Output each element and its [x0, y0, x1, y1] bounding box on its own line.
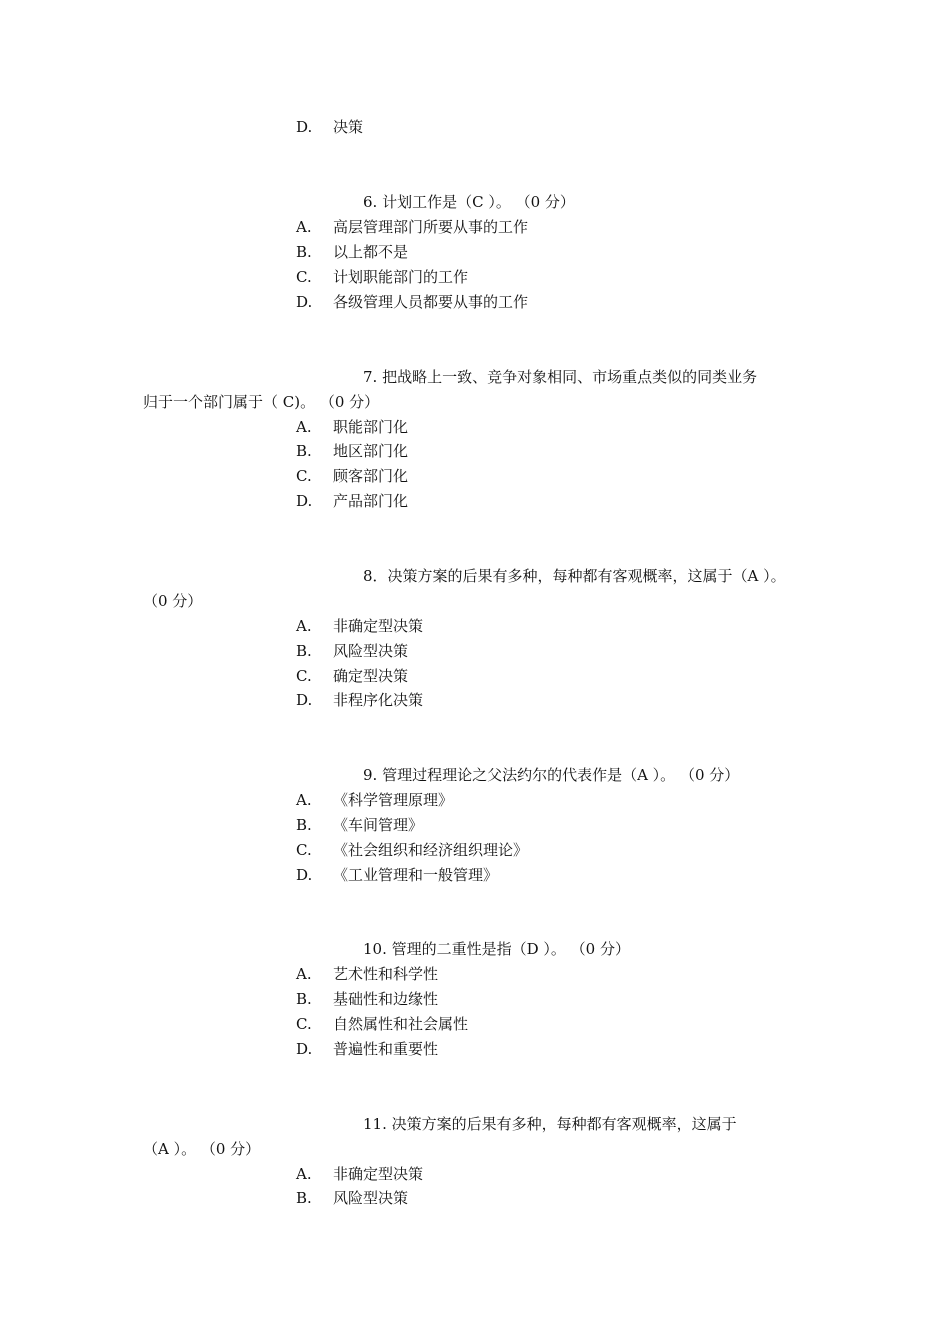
option-text: 顾客部门化: [333, 467, 409, 485]
option-letter: D.: [296, 1040, 313, 1058]
question-stem: 6. 计划工作是（C ）。 （0 分）: [363, 193, 575, 211]
option-letter: B.: [296, 442, 312, 460]
question-stem: 10. 管理的二重性是指（D ）。 （0 分）: [363, 940, 630, 958]
option-text: 《社会组织和经济组织理论》: [333, 841, 529, 859]
option-letter: B.: [296, 1189, 312, 1207]
option-text: 计划职能部门的工作: [333, 268, 469, 286]
option-text: 《工业管理和一般管理》: [333, 866, 499, 884]
option-letter: C.: [296, 467, 312, 485]
option-text: 确定型决策: [333, 667, 409, 685]
option-letter: B.: [296, 816, 312, 834]
option-text: 非程序化决策: [333, 691, 424, 709]
option-letter: D.: [296, 293, 313, 311]
option-text: 艺术性和科学性: [333, 965, 439, 983]
option-letter: C.: [296, 1015, 312, 1033]
option-text: 基础性和边缘性: [333, 990, 439, 1008]
option-letter: A.: [296, 791, 312, 809]
option-letter: D.: [296, 691, 313, 709]
option-text: 非确定型决策: [333, 617, 424, 635]
option-text: 自然属性和社会属性: [333, 1015, 469, 1033]
option-text: 非确定型决策: [333, 1165, 424, 1183]
option-letter: D.: [296, 866, 313, 884]
question-stem-continuation: 归于一个部门属于（ C)。 （0 分）: [143, 393, 380, 411]
question-stem: 11. 决策方案的后果有多种，每种都有客观概率，这属于: [363, 1115, 737, 1133]
option-text: 以上都不是: [333, 243, 409, 261]
option-text: 风险型决策: [333, 1189, 409, 1207]
option-text: 地区部门化: [333, 442, 409, 460]
option-text: 《科学管理原理》: [333, 791, 454, 809]
question-stem-continuation: （A ）。 （0 分）: [143, 1140, 261, 1158]
option-text: 职能部门化: [333, 418, 409, 436]
option-text: 各级管理人员都要从事的工作: [333, 293, 529, 311]
option-letter: A.: [296, 617, 312, 635]
option-letter: C.: [296, 667, 312, 685]
option-letter: B.: [296, 642, 312, 660]
option-text: 风险型决策: [333, 642, 409, 660]
option-letter: D.: [296, 118, 313, 136]
option-letter: A.: [296, 218, 312, 236]
option-letter: C.: [296, 268, 312, 286]
option-text: 高层管理部门所要从事的工作: [333, 218, 529, 236]
option-letter: B.: [296, 990, 312, 1008]
question-stem: 9. 管理过程理论之父法约尔的代表作是（A ）。 （0 分）: [363, 766, 740, 784]
option-letter: A.: [296, 1165, 312, 1183]
option-letter: D.: [296, 492, 313, 510]
option-letter: C.: [296, 841, 312, 859]
option-letter: A.: [296, 418, 312, 436]
option-letter: A.: [296, 965, 312, 983]
option-text: 决策: [333, 118, 364, 136]
option-text: 普遍性和重要性: [333, 1040, 439, 1058]
option-text: 《车间管理》: [333, 816, 424, 834]
question-stem: 8．决策方案的后果有多种，每种都有客观概率，这属于（A ）。: [363, 567, 786, 585]
option-text: 产品部门化: [333, 492, 409, 510]
question-stem-continuation: （0 分）: [143, 592, 203, 610]
option-letter: B.: [296, 243, 312, 261]
question-stem: 7. 把战略上一致、竞争对象相同、市场重点类似的同类业务: [363, 368, 758, 386]
